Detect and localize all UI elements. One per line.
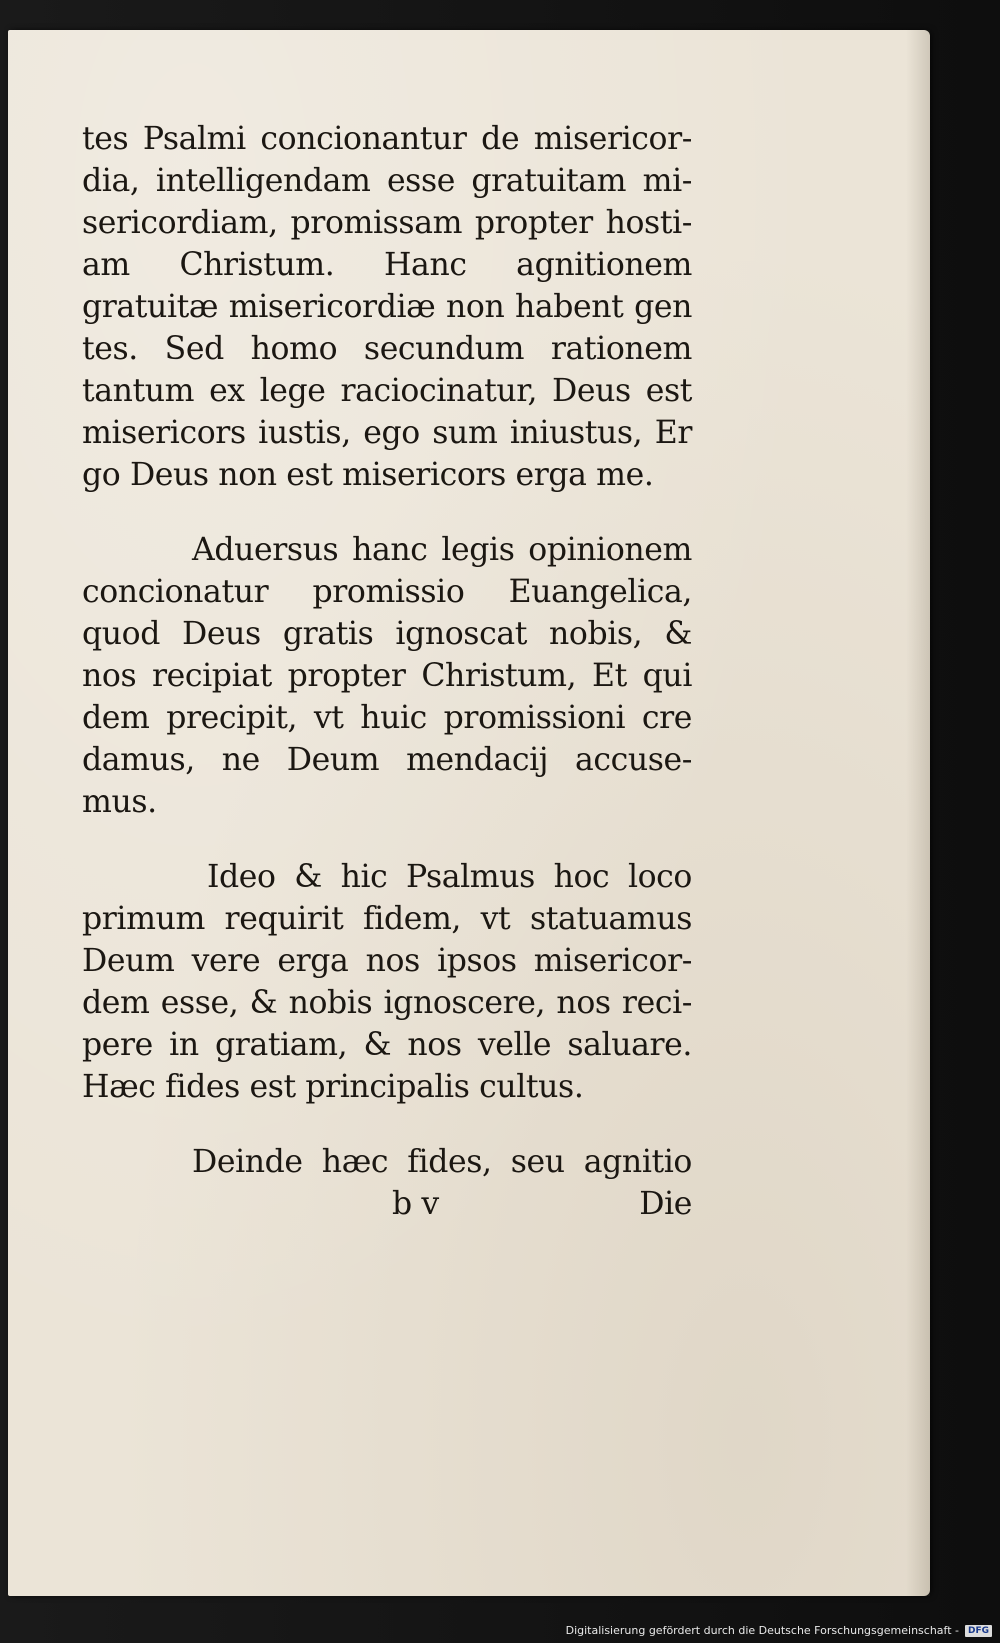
text-line: Ideo & hic Psalmus hoc loco [207,859,692,895]
paragraph-1 [82,118,692,496]
page-fold-shadow [906,30,930,1596]
page-text [82,118,692,1225]
text-line: Deum vere erga nos ipsos misericor- [82,943,692,979]
credit-text: Digitalisierung gefördert durch die Deutsche Forschungsgemeinschaft - [565,1624,959,1637]
text-line: tes Psalmi concionantur de misericor- [82,121,692,157]
text-line: misericors iustis, ego sum iniustus, Er [82,415,692,451]
text-line: am Christum. Hanc agnitionem [82,247,692,283]
paragraph-2 [82,529,692,823]
text-line: go Deus non est misericors erga me. [82,457,654,493]
text-line: mus. [82,784,157,820]
text-line: concionatur promissio Euangelica, [82,574,692,610]
text-line: pere in gratiam, & nos velle saluare. [82,1027,692,1063]
text-line: dem precipit, vt huic promissioni cre [82,700,692,736]
text-line: quod Deus gratis ignoscat nobis, & [82,616,692,652]
text-line: gratuitæ misericordiæ non habent gen [82,289,692,325]
signature-line [82,1183,692,1225]
text-line: primum requirit fidem, vt statuamus [82,901,692,937]
text-line: Hæc fides est principalis cultus. [82,1069,584,1105]
signature-mark: b v [392,1186,439,1222]
text-line: sericordiam, promissam propter hosti- [82,205,692,241]
text-line: nos recipiat propter Christum, Et qui [82,658,692,694]
text-line: dem esse, & nobis ignoscere, nos reci- [82,985,692,1021]
text-line: Deinde hæc fides, seu agnitio [192,1144,692,1180]
text-line: damus, ne Deum mendacij accuse- [82,742,692,778]
text-line: tantum ex lege raciocinatur, Deus est [82,373,692,409]
paragraph-4 [82,1141,692,1225]
catchword: Die [639,1186,692,1222]
digitization-credit [566,1624,992,1637]
paragraph-3 [82,856,692,1108]
text-line: dia, intelligendam esse gratuitam mi- [82,163,692,199]
text-line: tes. Sed homo secundum rationem [82,331,692,367]
dfg-logo: DFG [965,1625,992,1637]
text-line: Aduersus hanc legis opinionem [192,532,692,568]
